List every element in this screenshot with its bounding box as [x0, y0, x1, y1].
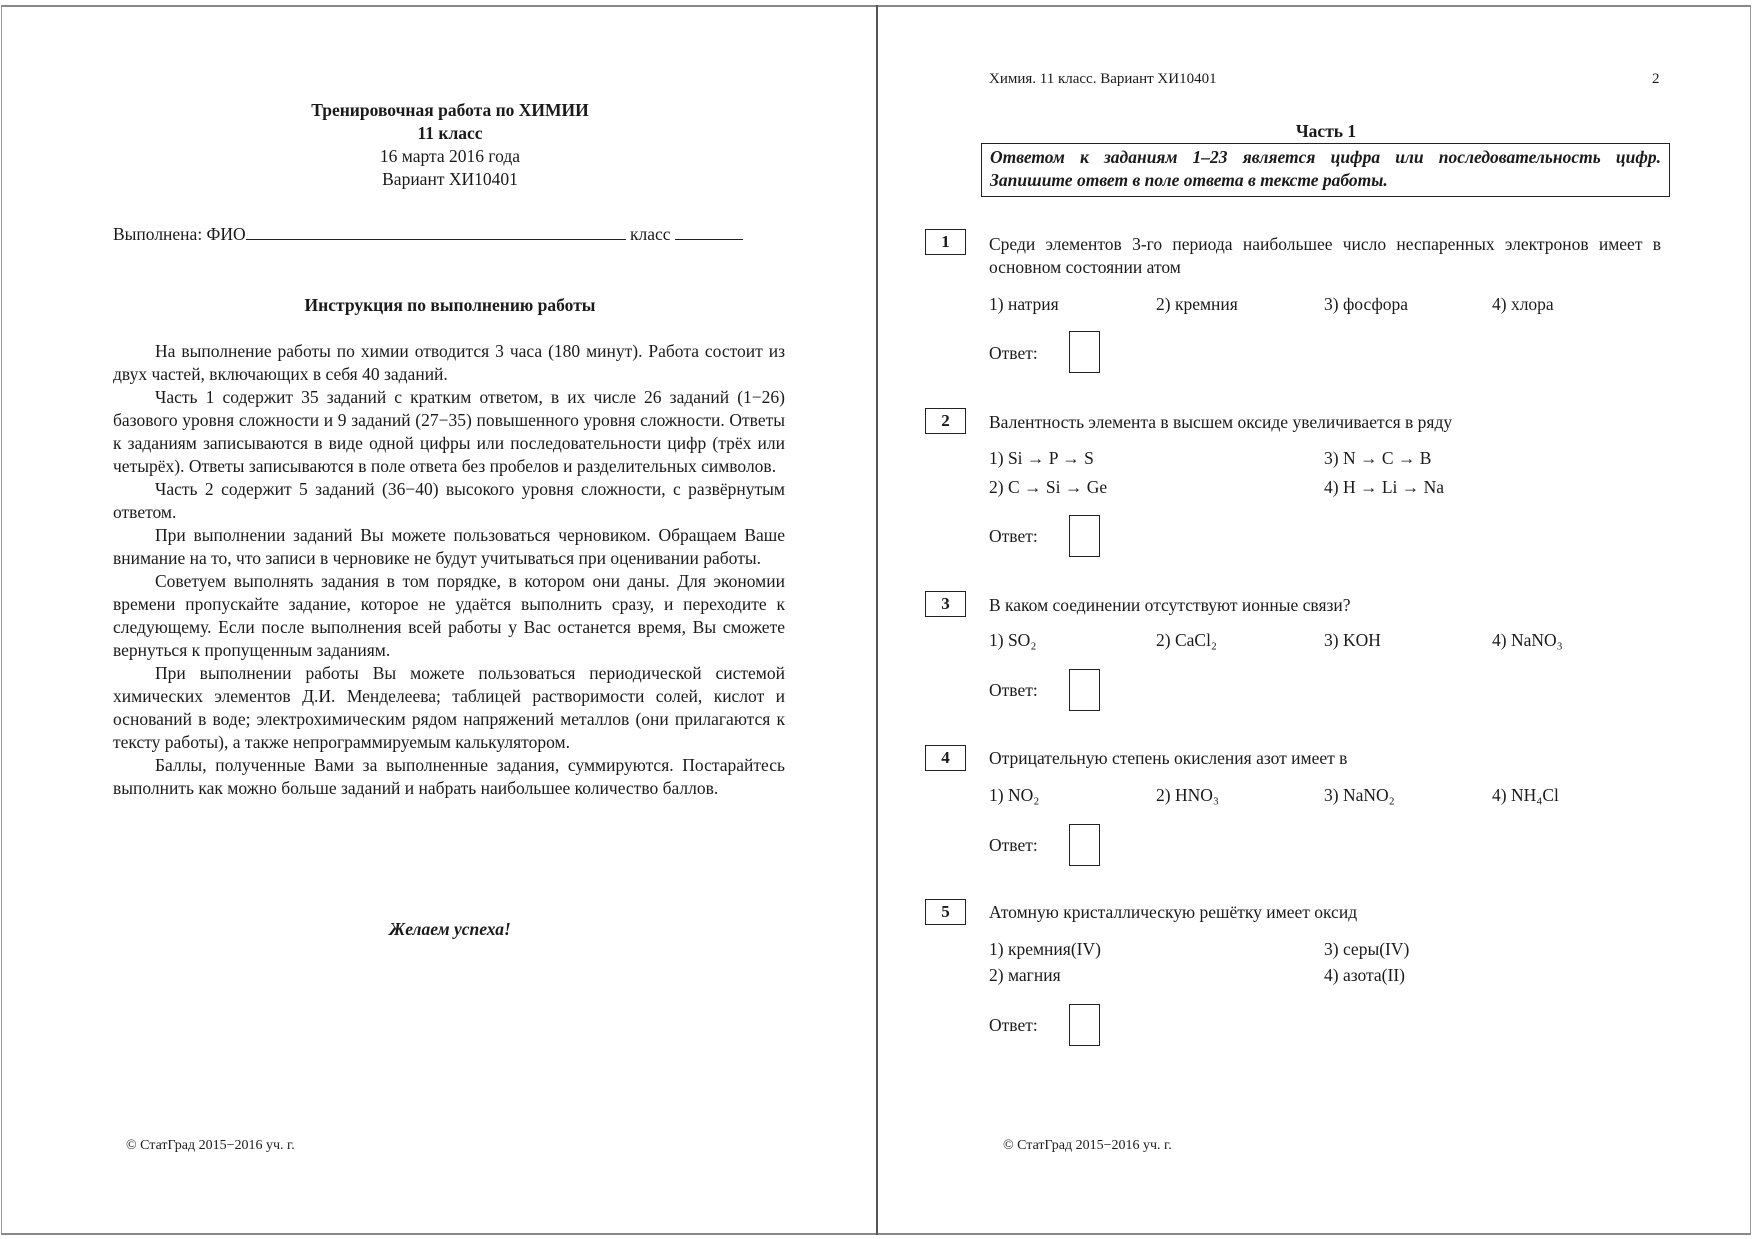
- part-title: Часть 1: [1295, 121, 1357, 141]
- paragraph: Советуем выполнять задания в том порядке, в котором они даны. Для экономии времени пропускайте задание, которое не удаётся выполнить сразу, и переходите к следующему. Если после выполнения всей работы у Вас останется время, Вы сможете вернуться к пропущенным заданиям.: [113, 571, 785, 660]
- answer-label: Ответ:: [989, 343, 1038, 363]
- answer-box-4[interactable]: [1069, 824, 1100, 866]
- footer-right: © СтатГрад 2015−2016 уч. г.: [1003, 1138, 1172, 1153]
- option: 3) фосфора: [1324, 294, 1409, 314]
- question-text-5: Атомную кристаллическую решётку имеет оксид: [989, 902, 1358, 922]
- paragraph: На выполнение работы по химии отводится 3 часа (180 минут). Работа состоит из двух частей, включающих в себя 40 заданий.: [113, 341, 785, 384]
- question-number-2: 2: [925, 408, 966, 434]
- answer-box-5[interactable]: [1069, 1004, 1100, 1046]
- option: 1) кремния(IV): [989, 939, 1101, 959]
- question-text-2: Валентность элемента в высшем оксиде увеличивается в ряду: [989, 412, 1453, 432]
- option: 3) KOH: [1324, 630, 1381, 650]
- option: 4) азота(II): [1324, 965, 1405, 985]
- page-divider: [876, 5, 878, 1235]
- paragraph: Часть 1 содержит 35 заданий с кратким ответом, в их числе 26 заданий (1−26) базового уровня сложности и 9 заданий (27−35) повышенного уровня сложности. Ответы к заданиям записываются в виде одной цифры или последовательности цифр (трёх или четырёх). Ответы записываются в поле ответа без пробелов и разделительных символов.: [113, 387, 785, 476]
- option: 2) C → Si → Ge: [989, 477, 1108, 497]
- question-number-4: 4: [925, 745, 966, 771]
- paragraph: Баллы, полученные Вами за выполненные задания, суммируются. Постарайтесь выполнить как можно больше заданий и набрать наибольшее количество баллов.: [113, 755, 785, 798]
- option: 3) NaNO₂: [1324, 785, 1395, 805]
- doc-date: 16 марта 2016 года: [379, 146, 521, 166]
- question-text-3: В каком соединении отсутствуют ионные связи?: [989, 595, 1351, 615]
- answer-box-2[interactable]: [1069, 515, 1100, 557]
- question-text-4: Отрицательную степень окисления азот имеет в: [989, 748, 1348, 768]
- option: 2) магния: [989, 965, 1061, 985]
- option: 1) Si → P → S: [989, 448, 1094, 468]
- fio-label: Выполнена: ФИО: [113, 224, 246, 244]
- instruction-heading: Инструкция по выполнению работы: [304, 295, 596, 315]
- fio-row: [113, 221, 743, 246]
- answer-label: Ответ:: [989, 1015, 1038, 1035]
- answer-box-1[interactable]: [1069, 331, 1100, 373]
- option: 3) N → C → B: [1324, 448, 1432, 468]
- option: 1) натрия: [989, 294, 1059, 314]
- running-header: Химия. 11 класс. Вариант ХИ10401: [989, 71, 1217, 87]
- option: 2) кремния: [1156, 294, 1238, 314]
- class-field[interactable]: [675, 221, 743, 240]
- option: 2) HNO₃: [1156, 785, 1219, 805]
- doc-title: Тренировочная работа по ХИМИИ: [311, 100, 589, 120]
- page-number: 2: [1652, 71, 1660, 87]
- paragraph: При выполнении заданий Вы можете пользоваться черновиком. Обращаем Ваше внимание на то, что записи в черновике не будут учитываться при оценивании работы.: [113, 525, 785, 568]
- question-number-5: 5: [925, 899, 966, 925]
- answer-label: Ответ:: [989, 526, 1038, 546]
- question-number-3: 3: [925, 591, 966, 617]
- footer-left: © СтатГрад 2015−2016 уч. г.: [126, 1138, 295, 1153]
- option: 1) SO₂: [989, 630, 1037, 650]
- question-number-1: 1: [925, 229, 966, 255]
- answer-label: Ответ:: [989, 835, 1038, 855]
- instruction-text: [113, 340, 785, 800]
- option: 4) NaNO₃: [1492, 630, 1563, 650]
- fio-field[interactable]: [246, 221, 626, 240]
- option: 4) хлора: [1492, 294, 1554, 314]
- option: 3) серы(IV): [1324, 939, 1410, 959]
- option: 1) NO₂: [989, 785, 1040, 805]
- doc-grade: 11 класс: [417, 123, 483, 143]
- question-text-1: Среди элементов 3-го периода наибольшее число неспаренных электронов имеет в основном состоянии атом: [989, 234, 1661, 277]
- class-label: класс: [630, 224, 671, 244]
- wish-text: Желаем успеха!: [389, 919, 511, 939]
- option: 4) NH₄Cl: [1492, 785, 1559, 805]
- answer-label: Ответ:: [989, 680, 1038, 700]
- option: 2) CaCl₂: [1156, 630, 1218, 650]
- option: 4) H → Li → Na: [1324, 477, 1445, 497]
- paragraph: При выполнении работы Вы можете пользоваться периодической системой химических элементов Д.И. Менделеева; таблицей растворимости солей, кислот и оснований в воде; электрохимическим рядом напряжений металлов (они прилагаются к тексту работы), а также непрограммируемым калькулятором.: [113, 663, 785, 752]
- doc-variant: Вариант ХИ10401: [382, 169, 518, 189]
- part-instruction: Ответом к заданиям 1–23 является цифра или последовательность цифр. Запишите ответ в поле ответа в тексте работы.: [981, 143, 1670, 197]
- paragraph: Часть 2 содержит 5 заданий (36−40) высокого уровня сложности, с развёрнутым ответом.: [113, 479, 785, 522]
- answer-box-3[interactable]: [1069, 669, 1100, 711]
